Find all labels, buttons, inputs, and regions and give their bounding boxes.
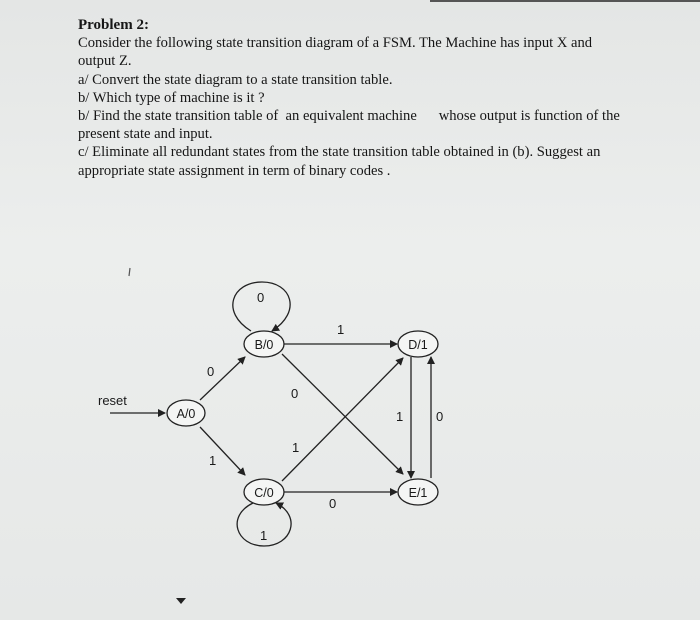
problem-line: Consider the following state transition diagram of a FSM. The Machine has input X and <box>78 35 593 52</box>
edge-a-to-c <box>200 427 245 475</box>
problem-line: a/ Convert the state diagram to a state transition table. <box>78 71 393 88</box>
stray-arrow-mark <box>176 598 186 604</box>
edge-label-b-self: 0 <box>257 290 265 305</box>
problem-line: c/ Eliminate all redundant states from the state transition table obtained in (b). Suggest an <box>78 144 601 161</box>
state-e-label: E/1 <box>408 486 428 500</box>
state-d-label: D/1 <box>408 338 428 352</box>
reset-label: reset <box>98 393 127 408</box>
state-a-label: A/0 <box>176 407 196 421</box>
state-b-label: B/0 <box>254 338 274 352</box>
problem-line: present state and input. <box>78 126 213 143</box>
problem-line: appropriate state assignment in term of binary codes . <box>78 162 391 179</box>
edge-c-to-d <box>282 358 403 481</box>
problem-line: b/ Find the state transition table of an equivalent machine whose output is function of the <box>78 108 620 125</box>
edge-label-b-to-e: 0 <box>291 386 299 401</box>
stray-mark <box>129 268 130 276</box>
edge-label-c-self: 1 <box>260 528 268 543</box>
state-c-label: C/0 <box>254 486 274 500</box>
edge-label-a-to-c: 1 <box>209 453 217 468</box>
edge-label-b-to-d: 1 <box>337 322 345 337</box>
edge-label-a-to-b: 0 <box>207 364 215 379</box>
edge-b-to-e <box>282 354 403 474</box>
problem-line: output Z. <box>78 53 132 70</box>
problem-title: Problem 2: <box>78 17 149 33</box>
edge-label-c-to-e: 0 <box>329 496 337 511</box>
edge-label-d-to-e: 1 <box>396 409 404 424</box>
edge-label-c-to-d: 1 <box>292 440 300 455</box>
problem-line: b/ Which type of machine is it ? <box>78 89 265 106</box>
edge-label-e-to-d: 0 <box>436 409 444 424</box>
